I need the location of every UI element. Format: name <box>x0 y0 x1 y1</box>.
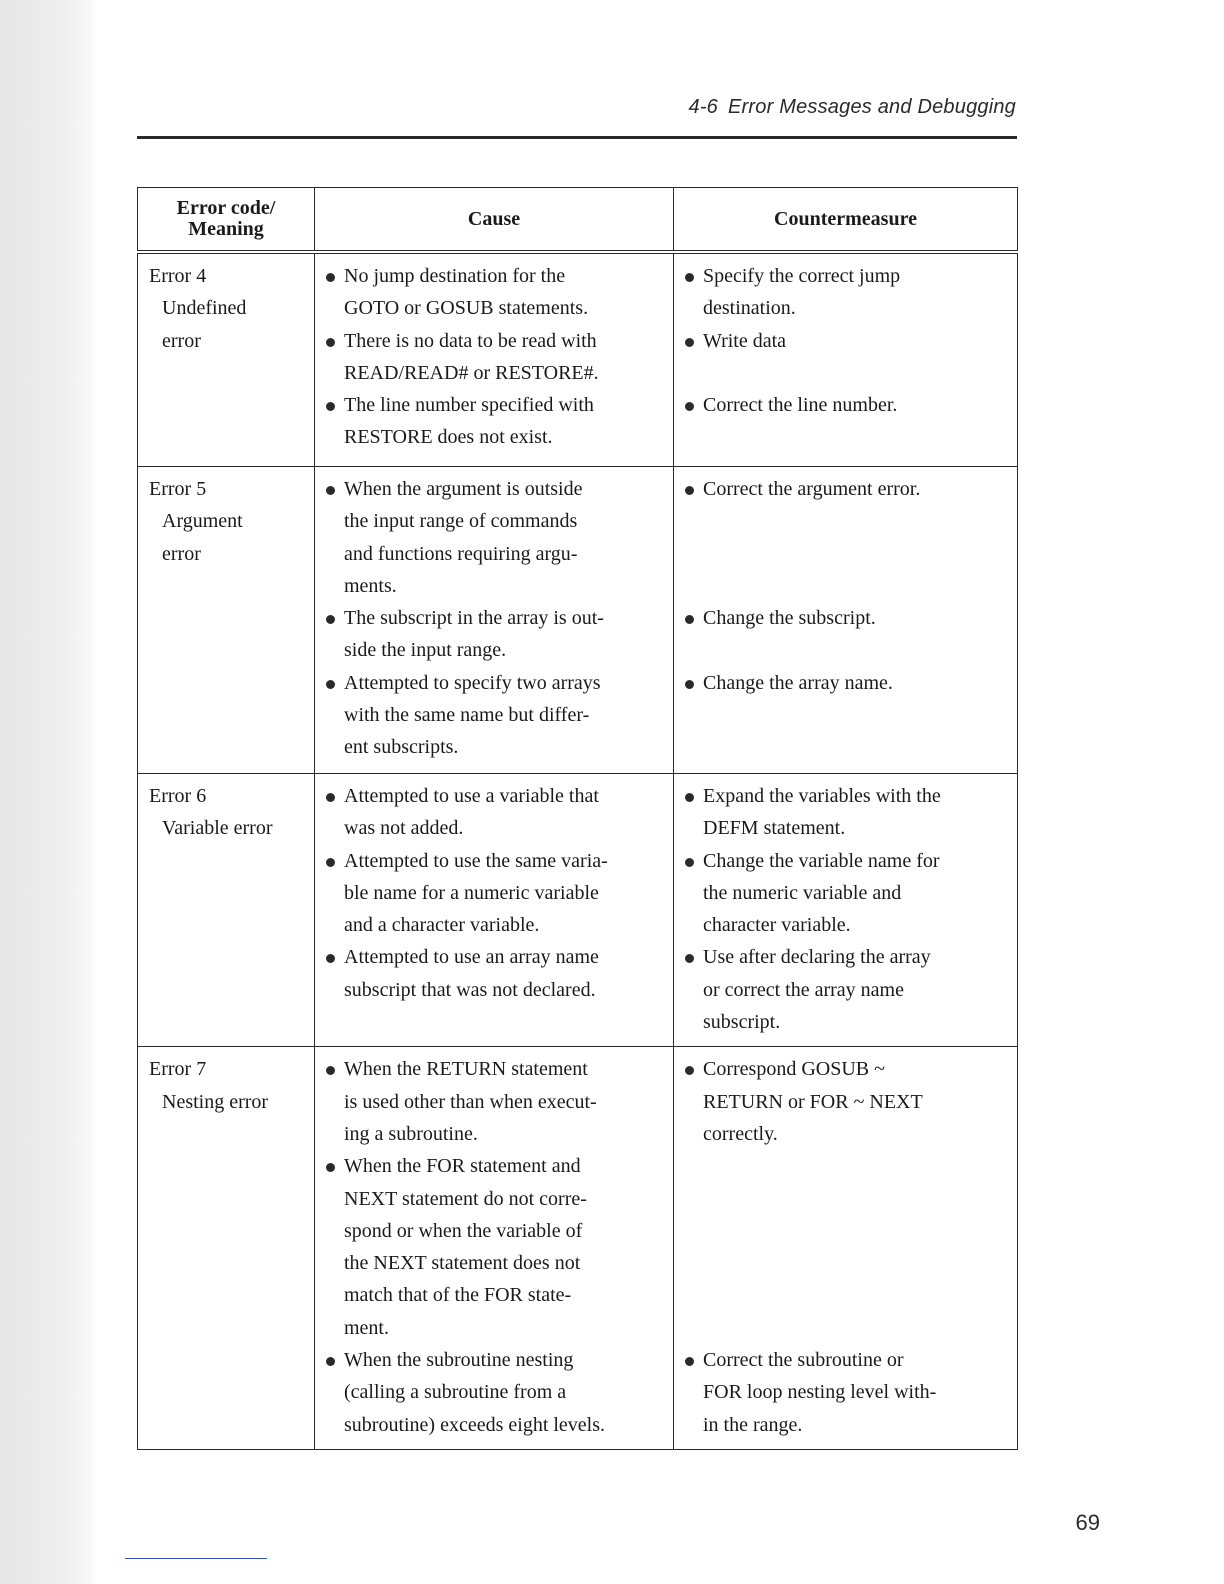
countermeasure-item <box>674 473 1017 505</box>
countermeasure-item <box>674 941 1017 1038</box>
countermeasure-line: in the range. <box>703 1413 803 1436</box>
bullet-icon <box>685 954 694 963</box>
cause-item <box>315 1053 673 1150</box>
cause-item <box>315 602 673 667</box>
spacer <box>674 634 1017 666</box>
bullet-icon <box>326 273 335 282</box>
cause-cell <box>315 467 674 774</box>
spacer <box>674 1279 1017 1311</box>
countermeasure-item <box>674 845 1017 942</box>
countermeasure-line: Expand the variables with the <box>703 785 941 807</box>
cause-item <box>315 845 673 942</box>
bullet-icon <box>685 680 694 689</box>
countermeasure-item <box>674 1344 1017 1441</box>
header-meaning-line: Meaning <box>188 218 264 240</box>
cause-line: When the argument is outside <box>344 478 583 500</box>
countermeasure-item <box>674 667 1017 699</box>
cause-line: ing a subroutine. <box>344 1122 478 1145</box>
spacer <box>674 1312 1017 1344</box>
cause-line: Attempted to use a variable that <box>344 785 599 807</box>
countermeasure-line: character variable. <box>703 914 851 937</box>
cause-line: and functions requiring argu- <box>344 542 578 565</box>
cause-item <box>315 325 673 390</box>
section-title: Error Messages and Debugging <box>728 96 1016 118</box>
footer-rule <box>125 1558 267 1559</box>
table-row-error-7 <box>138 1047 1018 1450</box>
table-row-error-5 <box>138 467 1018 774</box>
spacer <box>674 1183 1017 1215</box>
cause-line: subroutine) exceeds eight levels. <box>344 1413 606 1436</box>
cause-line: When the RETURN statement <box>344 1058 588 1081</box>
header-error-code <box>138 188 315 253</box>
countermeasure-line: Correct the line number. <box>703 394 898 417</box>
countermeasure-line: Correct the subroutine or <box>703 1349 904 1372</box>
bullet-icon <box>685 273 694 282</box>
cause-line: The line number specified with <box>344 394 594 417</box>
bullet-icon <box>685 338 694 347</box>
error-code-cell <box>138 252 315 467</box>
cause-line: READ/READ# or RESTORE#. <box>344 361 599 384</box>
spacer <box>674 1150 1017 1182</box>
cause-line: ble name for a numeric variable <box>344 881 599 904</box>
cause-line: the input range of commands <box>344 510 578 533</box>
countermeasure-item <box>674 780 1017 845</box>
cause-line: match that of the FOR state- <box>344 1284 572 1307</box>
bullet-icon <box>685 486 694 495</box>
countermeasure-line: RETURN or FOR ~ NEXT <box>703 1090 923 1113</box>
cause-item <box>315 667 673 764</box>
cause-line: There is no data to be read with <box>344 329 597 352</box>
countermeasure-line: subscript. <box>703 1011 781 1034</box>
countermeasure-line: Change the array name. <box>703 671 893 694</box>
cause-line: ments. <box>344 574 397 597</box>
spacer <box>674 505 1017 537</box>
cause-cell <box>315 774 674 1047</box>
bullet-icon <box>326 680 335 689</box>
bullet-icon <box>326 1163 335 1172</box>
cause-line: GOTO or GOSUB statements. <box>344 297 589 320</box>
error-code-cell <box>138 774 315 1047</box>
spacer <box>674 357 1017 389</box>
bullet-icon <box>326 858 335 867</box>
countermeasure-item <box>674 1053 1017 1150</box>
header-countermeasure: Countermeasure <box>674 188 1018 253</box>
cause-cell <box>315 252 674 467</box>
cause-line: Attempted to use an array name <box>344 946 599 969</box>
table-header-row <box>138 188 1018 253</box>
cause-line: subscript that was not declared. <box>344 978 596 1001</box>
countermeasure-line: Correspond GOSUB ~ <box>703 1058 885 1081</box>
countermeasure-line: destination. <box>703 297 796 320</box>
countermeasure-cell <box>674 252 1018 467</box>
countermeasure-cell <box>674 467 1018 774</box>
bullet-icon <box>326 402 335 411</box>
cause-line: and a character variable. <box>344 914 540 937</box>
cause-line: When the FOR statement and <box>344 1155 581 1178</box>
error-code-cell <box>138 467 315 774</box>
scan-edge-shadow <box>0 0 96 1584</box>
page-number: 69 <box>1075 1510 1100 1535</box>
error-meaning: Undefined <box>162 297 247 320</box>
error-code-cell <box>138 1047 315 1450</box>
cause-line: Attempted to use the same varia- <box>344 849 608 872</box>
countermeasure-item <box>674 325 1017 357</box>
error-code: Error 4 <box>149 265 207 287</box>
cause-line: (calling a subroutine from a <box>344 1381 567 1404</box>
running-header <box>600 96 1016 119</box>
header-cause: Cause <box>315 188 674 253</box>
error-meaning: error <box>162 329 201 352</box>
cause-line: The subscript in the array is out- <box>344 607 604 630</box>
cause-line: side the input range. <box>344 639 507 662</box>
bullet-icon <box>326 486 335 495</box>
cause-item <box>315 941 673 1006</box>
error-code: Error 6 <box>149 785 207 807</box>
error-meaning: Nesting error <box>162 1090 269 1113</box>
countermeasure-line: Write data <box>703 329 787 352</box>
cause-cell <box>315 1047 674 1450</box>
countermeasure-cell <box>674 774 1018 1047</box>
spacer <box>674 1215 1017 1247</box>
cause-line: is used other than when execut- <box>344 1090 597 1113</box>
error-code: Error 7 <box>149 1058 207 1081</box>
countermeasure-line: the numeric variable and <box>703 881 902 904</box>
countermeasure-item <box>674 260 1017 325</box>
bullet-icon <box>685 858 694 867</box>
countermeasure-line: or correct the array name <box>703 978 904 1001</box>
countermeasure-line: Use after declaring the array <box>703 946 931 969</box>
error-meaning: Variable error <box>162 817 273 840</box>
countermeasure-line: FOR loop nesting level with- <box>703 1381 937 1404</box>
countermeasure-line: correctly. <box>703 1122 778 1145</box>
error-meaning: error <box>162 542 201 565</box>
cause-line: with the same name but differ- <box>344 704 590 727</box>
section-number: 4-6 <box>688 96 719 118</box>
countermeasure-cell <box>674 1047 1018 1450</box>
bullet-icon <box>685 402 694 411</box>
cause-item <box>315 389 673 454</box>
cause-line: NEXT statement do not corre- <box>344 1187 587 1210</box>
countermeasure-line: DEFM statement. <box>703 817 846 840</box>
cause-line: spond or when the variable of <box>344 1219 583 1242</box>
countermeasure-line: Specify the correct jump <box>703 265 901 287</box>
countermeasure-item <box>674 389 1017 421</box>
cause-line: Attempted to specify two arrays <box>344 671 601 694</box>
bullet-icon <box>326 615 335 624</box>
cause-item <box>315 780 673 845</box>
countermeasure-line: Correct the argument error. <box>703 478 921 500</box>
spacer <box>674 538 1017 570</box>
cause-line: When the subroutine nesting <box>344 1349 574 1372</box>
bullet-icon <box>685 1066 694 1075</box>
error-code: Error 5 <box>149 478 207 500</box>
cause-line: the NEXT statement does not <box>344 1252 581 1275</box>
cause-line: was not added. <box>344 817 464 840</box>
cause-item <box>315 1344 673 1441</box>
cause-item <box>315 260 673 325</box>
spacer <box>674 570 1017 602</box>
countermeasure-line: Change the subscript. <box>703 607 876 630</box>
countermeasure-item <box>674 602 1017 634</box>
bullet-icon <box>685 793 694 802</box>
cause-item <box>315 473 673 602</box>
cause-item <box>315 1150 673 1344</box>
cause-line: No jump destination for the <box>344 265 566 287</box>
cause-line: RESTORE does not exist. <box>344 426 553 449</box>
bullet-icon <box>326 1357 335 1366</box>
bullet-icon <box>326 954 335 963</box>
bullet-icon <box>685 1357 694 1366</box>
table-row-error-4 <box>138 252 1018 467</box>
header-rule <box>137 136 1017 139</box>
countermeasure-line: Change the variable name for <box>703 849 940 872</box>
table-row-error-6 <box>138 774 1018 1047</box>
cause-line: ent subscripts. <box>344 736 459 759</box>
header-code-line: Error code/ <box>176 197 276 219</box>
bullet-icon <box>326 793 335 802</box>
bullet-icon <box>685 615 694 624</box>
spacer <box>674 1247 1017 1279</box>
bullet-icon <box>326 338 335 347</box>
bullet-icon <box>326 1066 335 1075</box>
error-meaning: Argument <box>162 510 243 533</box>
error-table <box>137 187 1018 1450</box>
cause-line: ment. <box>344 1316 389 1339</box>
